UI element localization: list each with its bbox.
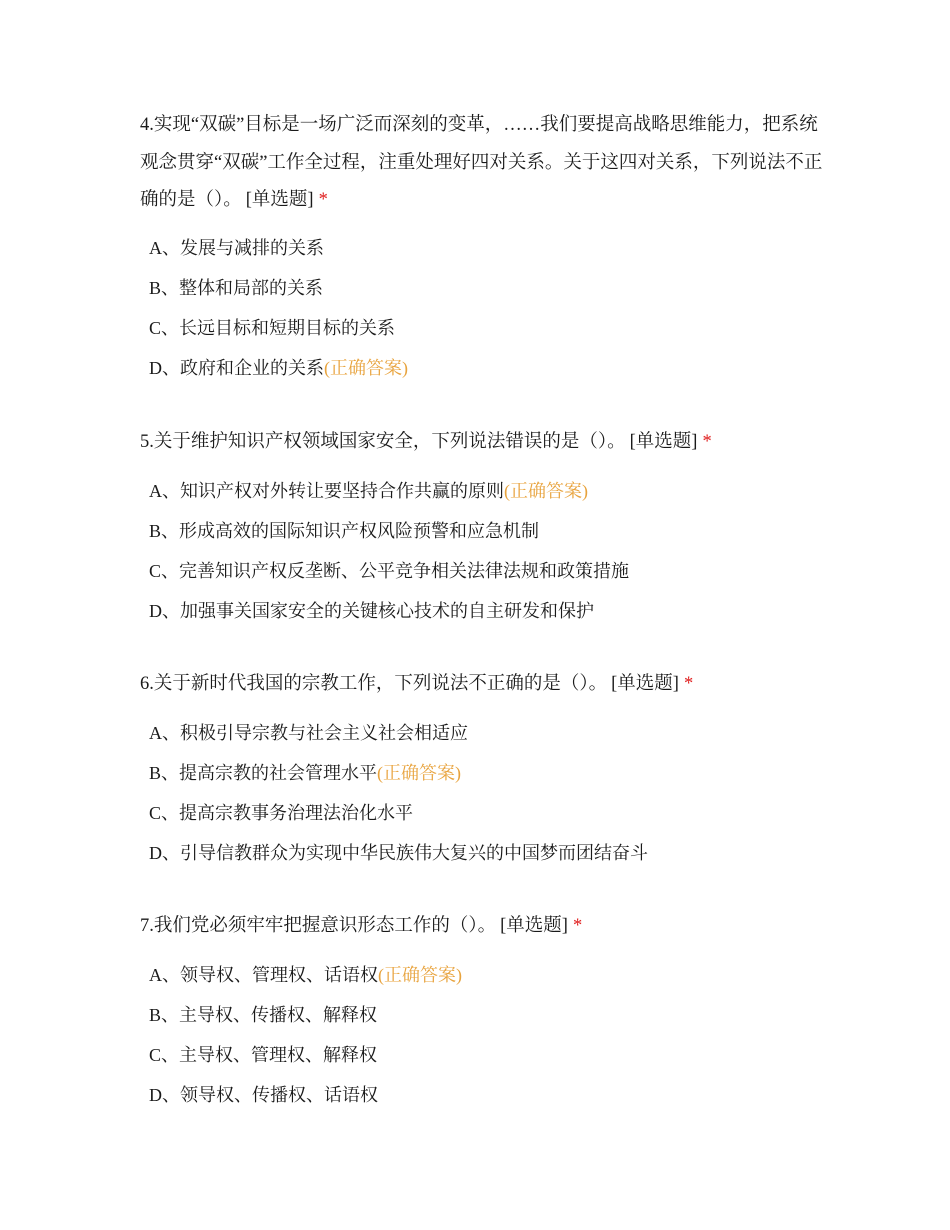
option-a <box>149 228 830 268</box>
required-marker: * <box>683 674 694 694</box>
option-a <box>149 713 830 753</box>
option-b <box>149 511 830 551</box>
question-6 <box>140 666 830 873</box>
question-title <box>140 908 830 946</box>
question-text: 6.关于新时代我国的宗教工作，下列说法不正确的是（）。 <box>140 674 608 694</box>
option-text: D、政府和企业的关系 <box>149 357 324 378</box>
required-marker: * <box>702 432 712 452</box>
option-list <box>140 713 830 873</box>
question-title <box>140 107 830 220</box>
option-b <box>149 753 830 793</box>
question-7 <box>140 908 830 1115</box>
correct-answer-tag: (正确答案) <box>324 357 408 378</box>
option-text: A、积极引导宗教与社会主义社会相适应 <box>149 722 468 743</box>
question-5 <box>140 424 830 631</box>
option-text: C、长远目标和短期目标的关系 <box>149 317 396 338</box>
correct-answer-tag: (正确答案) <box>504 480 588 501</box>
option-c <box>149 793 830 833</box>
correct-answer-tag: (正确答案) <box>378 964 462 985</box>
option-text: A、领导权、管理权、话语权 <box>149 964 378 985</box>
option-list <box>140 228 830 388</box>
option-text: B、主导权、传播权、解释权 <box>149 1004 378 1025</box>
option-text: C、提高宗教事务治理法治化水平 <box>149 802 414 823</box>
option-text: C、完善知识产权反垄断、公平竞争相关法律法规和政策措施 <box>149 560 630 581</box>
question-title <box>140 666 830 704</box>
question-text: 7.我们党必须牢牢把握意识形态工作的（）。 <box>140 916 497 936</box>
option-d <box>149 591 830 631</box>
question-type: [单选题] <box>629 432 698 452</box>
question-title <box>140 424 830 462</box>
option-d <box>149 1075 830 1115</box>
option-text: B、整体和局部的关系 <box>149 277 324 298</box>
correct-answer-tag: (正确答案) <box>377 762 462 783</box>
option-a <box>149 471 830 511</box>
question-type: [单选题] <box>611 674 679 694</box>
question-4 <box>140 107 830 388</box>
option-text: C、主导权、管理权、解释权 <box>149 1044 378 1065</box>
option-d <box>149 348 830 388</box>
required-marker: * <box>318 190 328 210</box>
option-b <box>149 995 830 1035</box>
question-type: [单选题] <box>245 190 314 210</box>
option-list <box>140 471 830 631</box>
option-a <box>149 955 830 995</box>
option-c <box>149 551 830 591</box>
option-text: B、形成高效的国际知识产权风险预警和应急机制 <box>149 520 540 541</box>
option-c <box>149 308 830 348</box>
option-list <box>140 955 830 1115</box>
option-text: A、发展与减排的关系 <box>149 237 324 258</box>
required-marker: * <box>572 916 583 936</box>
question-text: 4.实现“双碳”目标是一场广泛而深刻的变革，……我们要提高战略思维能力，把系统观念贯穿“双碳”工作全过程，注重处理好四对关系。关于这四对关系，下列说法不正确的是（）。 <box>140 115 823 210</box>
option-text: B、提高宗教的社会管理水平 <box>149 762 378 783</box>
question-text: 5.关于维护知识产权领域国家安全，下列说法错误的是（）。 <box>140 432 626 452</box>
option-d <box>149 833 830 873</box>
question-type: [单选题] <box>500 916 568 936</box>
option-c <box>149 1035 830 1075</box>
option-b <box>149 268 830 308</box>
option-text: A、知识产权对外转让要坚持合作共赢的原则 <box>149 480 504 501</box>
option-text: D、加强事关国家安全的关键核心技术的自主研发和保护 <box>149 600 594 621</box>
option-text: D、引导信教群众为实现中华民族伟大复兴的中国梦而团结奋斗 <box>149 842 648 863</box>
option-text: D、领导权、传播权、话语权 <box>149 1084 378 1105</box>
